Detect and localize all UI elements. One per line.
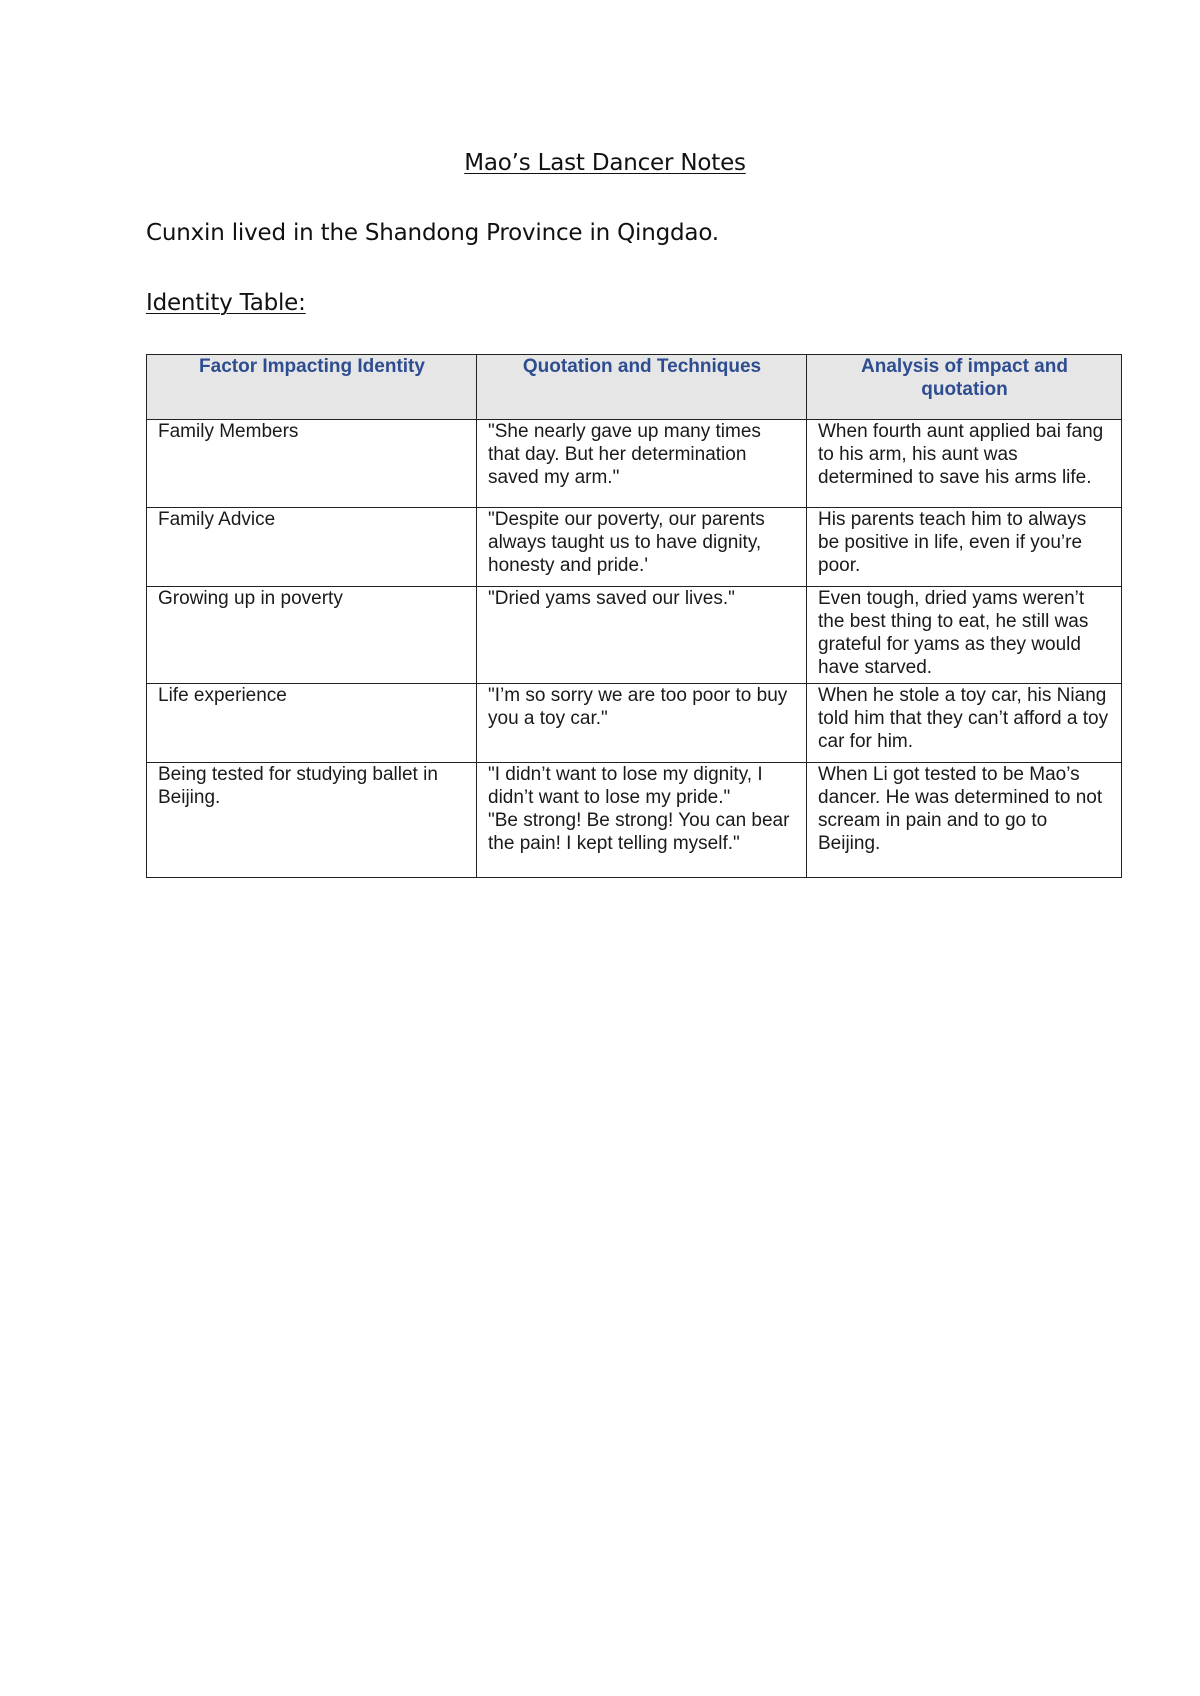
quotation-cell bbox=[477, 508, 807, 587]
header-quotation: Quotation and Techniques bbox=[477, 355, 807, 420]
quotation-cell bbox=[477, 587, 807, 684]
intro-sentence: Cunxin lived in the Shandong Province in Qingdao. bbox=[146, 220, 719, 246]
factor-cell: Life experience bbox=[147, 684, 477, 763]
analysis-cell: When he stole a toy car, his Niang told him that they can’t afford a toy car for him. bbox=[807, 684, 1122, 763]
identity-table bbox=[146, 354, 1122, 878]
quotation-line: "I didn’t want to lose my dignity, I didn’t want to lose my pride." bbox=[488, 764, 763, 808]
header-factor: Factor Impacting Identity bbox=[147, 355, 477, 420]
analysis-cell: Even tough, dried yams weren’t the best thing to eat, he still was grateful for yams as they would have starved. bbox=[807, 587, 1122, 684]
quotation-line: "Despite our poverty, our parents always taught us to have dignity, honesty and pride.' bbox=[488, 509, 765, 576]
analysis-cell: When Li got tested to be Mao’s dancer. He was determined to not scream in pain and to go to Beijing. bbox=[807, 763, 1122, 878]
quotation-cell bbox=[477, 763, 807, 878]
quotation-cell bbox=[477, 420, 807, 508]
factor-cell: Being tested for studying ballet in Beijing. bbox=[147, 763, 477, 878]
factor-cell: Family Members bbox=[147, 420, 477, 508]
quotation-line: "Dried yams saved our lives." bbox=[488, 588, 735, 609]
table-row bbox=[147, 420, 1122, 508]
table-row bbox=[147, 763, 1122, 878]
analysis-cell: His parents teach him to always be positive in life, even if you’re poor. bbox=[807, 508, 1122, 587]
quotation-line: "She nearly gave up many times that day. But her determination saved my arm." bbox=[488, 421, 761, 488]
quotation-cell bbox=[477, 684, 807, 763]
section-heading: Identity Table: bbox=[146, 290, 306, 316]
quotation-line: "I’m so sorry we are too poor to buy you a toy car." bbox=[488, 685, 788, 729]
table-header-row bbox=[147, 355, 1122, 420]
header-analysis: Analysis of impact and quotation bbox=[807, 355, 1122, 420]
analysis-cell: When fourth aunt applied bai fang to his arm, his aunt was determined to save his arms life. bbox=[807, 420, 1122, 508]
quotation-line: "Be strong! Be strong! You can bear the pain! I kept telling myself." bbox=[488, 810, 790, 854]
table-row bbox=[147, 684, 1122, 763]
table-row bbox=[147, 508, 1122, 587]
factor-cell: Family Advice bbox=[147, 508, 477, 587]
factor-cell: Growing up in poverty bbox=[147, 587, 477, 684]
table-row bbox=[147, 587, 1122, 684]
document-title: Mao’s Last Dancer Notes bbox=[464, 150, 746, 176]
